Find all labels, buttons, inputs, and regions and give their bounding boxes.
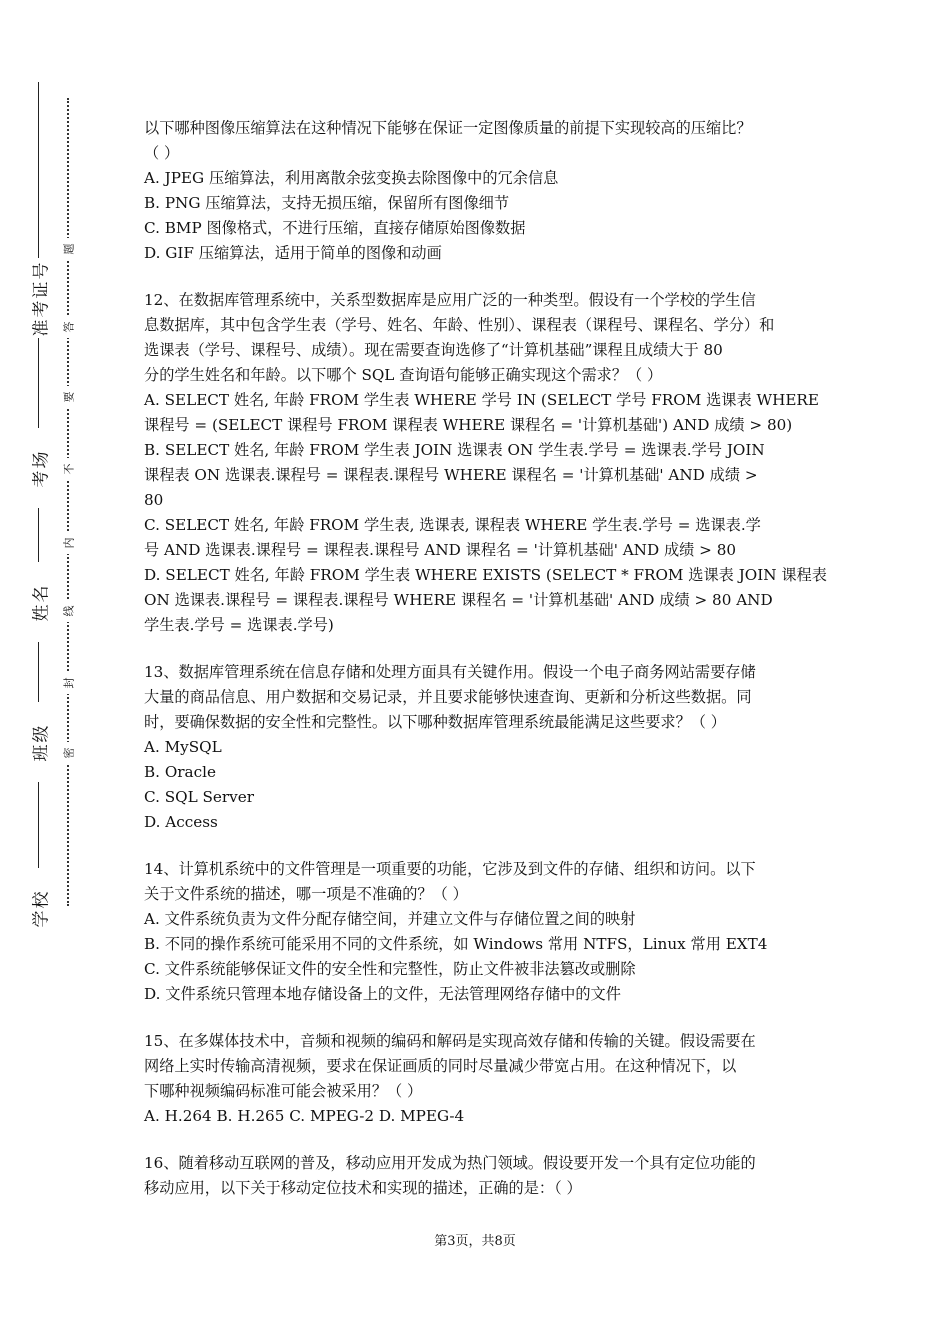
- binding-dotted-line: [67, 98, 69, 906]
- question-text: 息数据库，其中包含学生表（学号、姓名、年龄、性别）、课程表（课程号、课程名、学分）和: [144, 316, 775, 334]
- option-a: A. JPEG 压缩算法，利用离散余弦变换去除图像中的冗余信息: [144, 169, 559, 187]
- question-15: [144, 1029, 812, 1129]
- option-a-continued: 课程号 = (SELECT 课程号 FROM 课程表 WHERE 课程名 = '计算机基础') AND 成绩 > 80): [144, 416, 793, 434]
- option-c: C. SELECT 姓名, 年龄 FROM 学生表, 选课表, 课程表 WHERE 学生表.学号 = 选课表.学: [144, 516, 761, 534]
- option-d: D. 文件系统只管理本地存储设备上的文件，无法管理网络存储中的文件: [144, 985, 621, 1003]
- exam-number-label: 准考证号: [22, 258, 56, 338]
- option-b-continued: 80: [144, 491, 164, 509]
- question-text: 大量的商品信息、用户数据和交易记录，并且要求能够快速查询、更新和分析这些数据。同: [144, 688, 752, 706]
- option-b: B. PNG 压缩算法，支持无损压缩，保留所有图像细节: [144, 194, 510, 212]
- question-13: [144, 660, 812, 835]
- option-c: C. SQL Server: [144, 788, 254, 806]
- question-text: 16、随着移动互联网的普及，移动应用开发成为热门领域。假设要开发一个具有定位功能的: [144, 1154, 756, 1172]
- option-b: B. SELECT 姓名, 年龄 FROM 学生表 JOIN 选课表 ON 学生表.学号 = 选课表.学号 JOIN: [144, 441, 765, 459]
- option-d: D. GIF 压缩算法，适用于简单的图像和动画: [144, 244, 442, 262]
- school-label: 学校: [22, 868, 56, 948]
- name-label: 姓名: [22, 562, 56, 642]
- page-number-footer: 第3页，共8页: [434, 1234, 516, 1249]
- option-a: A. SELECT 姓名, 年龄 FROM 学生表 WHERE 学号 IN (SELECT 学号 FROM 选课表 WHERE: [144, 391, 819, 409]
- question-text: 移动应用，以下关于移动定位技术和实现的描述，正确的是：（ ）: [144, 1179, 582, 1197]
- question-text: 分的学生姓名和年龄。以下哪个 SQL 查询语句能够正确实现这个需求？（ ）: [144, 366, 663, 384]
- seal-char: 题: [58, 238, 78, 260]
- seal-char: 要: [58, 386, 78, 408]
- question-text: 12、在数据库管理系统中，关系型数据库是应用广泛的一种类型。假设有一个学校的学生信: [144, 291, 756, 309]
- class-label: 班级: [22, 702, 56, 782]
- option-c: C. BMP 图像格式，不进行压缩，直接存储原始图像数据: [144, 219, 526, 237]
- exam-content: [144, 116, 827, 1201]
- question-text: 13、数据库管理系统在信息存储和处理方面具有关键作用。假设一个电子商务网站需要存储: [144, 663, 756, 681]
- question-text: 14、计算机系统中的文件管理是一项重要的功能，它涉及到文件的存储、组织和访问。以下: [144, 860, 756, 878]
- options-inline: A. H.264 B. H.265 C. MPEG-2 D. MPEG-4: [144, 1107, 465, 1125]
- seal-char: 封: [58, 672, 78, 694]
- question-text: 下哪种视频编码标准可能会被采用？（ ）: [144, 1082, 423, 1100]
- option-b-continued: 课程表 ON 选课表.课程号 = 课程表.课程号 WHERE 课程名 = '计算机基础' AND 成绩 >: [144, 466, 758, 484]
- seal-char: 密: [58, 742, 78, 764]
- seal-char: 内: [58, 532, 78, 554]
- option-d-continued: 学生表.学号 = 选课表.学号): [144, 616, 334, 634]
- question-text: 时，要确保数据的安全性和完整性。以下哪种数据库管理系统最能满足这些要求？（ ）: [144, 713, 726, 731]
- question-12: [144, 288, 827, 638]
- question-text: 选课表（学号、课程号、成绩）。现在需要查询选修了“计算机基础”课程且成绩大于 80: [144, 341, 723, 359]
- seal-char: 答: [58, 316, 78, 338]
- option-d: D. Access: [144, 813, 218, 831]
- binding-solid-line: [38, 82, 39, 934]
- option-c: C. 文件系统能够保证文件的安全性和完整性，防止文件被非法篡改或删除: [144, 960, 636, 978]
- question-16: [144, 1151, 812, 1201]
- seal-char: 线: [58, 600, 78, 622]
- option-c-continued: 号 AND 选课表.课程号 = 课程表.课程号 AND 课程名 = '计算机基础' AND 成绩 > 80: [144, 541, 737, 559]
- binding-margin: [0, 0, 110, 1344]
- question-text: 网络上实时传输高清视频，要求在保证画质的同时尽量减少带宽占用。在这种情况下，以: [144, 1057, 737, 1075]
- question-text: （ ）: [144, 144, 180, 162]
- seal-char: 不: [58, 458, 78, 480]
- option-b: B. 不同的操作系统可能采用不同的文件系统，如 Windows 常用 NTFS，Linux 常用 EXT4: [144, 935, 768, 953]
- option-a: A. MySQL: [144, 738, 222, 756]
- question-text: 以下哪种图像压缩算法在这种情况下能够在保证一定图像质量的前提下实现较高的压缩比？: [144, 119, 752, 137]
- option-d-continued: ON 选课表.课程号 = 课程表.课程号 WHERE 课程名 = '计算机基础' AND 成绩 > 80 AND: [144, 591, 773, 609]
- question-text: 关于文件系统的描述，哪一项是不准确的？（ ）: [144, 885, 468, 903]
- question-14: [144, 857, 812, 1007]
- question-text: 15、在多媒体技术中，音频和视频的编码和解码是实现高效存储和传输的关键。假设需要在: [144, 1032, 756, 1050]
- option-a: A. 文件系统负责为文件分配存储空间，并建立文件与存储位置之间的映射: [144, 910, 636, 928]
- question-11-continued: [144, 116, 812, 266]
- option-d: D. SELECT 姓名, 年龄 FROM 学生表 WHERE EXISTS (SELECT * FROM 选课表 JOIN 课程表: [144, 566, 827, 584]
- exam-room-label: 考场: [22, 428, 56, 508]
- option-b: B. Oracle: [144, 763, 216, 781]
